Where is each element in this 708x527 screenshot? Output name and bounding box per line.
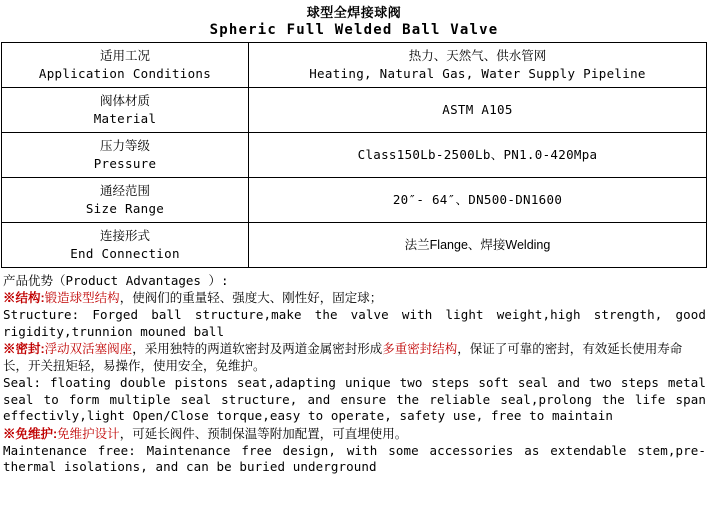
advantage-marker: ※密封: bbox=[3, 342, 45, 356]
advantage-marker: ※免维护: bbox=[3, 426, 58, 441]
row-value-application-conditions bbox=[249, 43, 707, 88]
row-label-size-range bbox=[2, 178, 249, 223]
title-english: Spheric Full Welded Ball Valve bbox=[209, 22, 499, 38]
page-title bbox=[0, 0, 708, 39]
specification-table bbox=[1, 42, 707, 268]
table-row bbox=[2, 133, 707, 178]
value-cn: 热力、天然气、供水管网 bbox=[408, 49, 547, 63]
advantage-text: ，采用独特的两道软密封及两道金属密封形成 bbox=[132, 342, 383, 356]
label-cn: 连接形式 bbox=[99, 229, 150, 243]
advantage-text: ，使阀们的重量轻、强度大、刚性好，固定球； bbox=[119, 291, 383, 305]
value-en: Heating, Natural Gas, Water Supply Pipeline bbox=[309, 66, 646, 81]
row-label-application-conditions bbox=[2, 43, 249, 88]
label-cn: 适用工况 bbox=[99, 49, 150, 63]
row-label-end-connection bbox=[2, 223, 249, 268]
advantages-heading: 产品优势（Product Advantages ）: bbox=[3, 273, 229, 288]
advantage-text: ，可延长阀件、预制保温等附加配置，可直埋使用。 bbox=[119, 426, 408, 441]
row-value-material bbox=[249, 88, 707, 133]
row-value-pressure bbox=[249, 133, 707, 178]
label-cn: 压力等级 bbox=[99, 139, 150, 153]
value-cn: 法兰Flange、焊接Welding bbox=[404, 238, 551, 252]
table-row bbox=[2, 88, 707, 133]
advantage-structure bbox=[3, 290, 706, 340]
advantage-marker: ※结构: bbox=[3, 291, 45, 305]
label-cn: 通经范围 bbox=[99, 184, 150, 198]
advantage-seal bbox=[3, 341, 706, 425]
label-en: Size Range bbox=[85, 201, 165, 216]
row-value-end-connection bbox=[249, 223, 707, 268]
advantage-highlight: 免维护设计 bbox=[57, 426, 120, 441]
value-en: ASTM A105 bbox=[442, 102, 513, 117]
advantage-seal-cn bbox=[3, 341, 706, 375]
label-en: Application Conditions bbox=[38, 66, 212, 81]
value-en: 20″- 64″、DN500-DN1600 bbox=[392, 192, 563, 207]
row-label-material bbox=[2, 88, 249, 133]
row-label-pressure bbox=[2, 133, 249, 178]
table-row bbox=[2, 223, 707, 268]
advantage-maintenance-cn bbox=[3, 426, 706, 443]
label-en: Pressure bbox=[93, 156, 157, 171]
label-cn: 阀体材质 bbox=[99, 94, 150, 108]
advantage-maintenance-en: Maintenance free: Maintenance free design, with some accessories as extendable stem,pre-thermal isolations, and can be buried underground bbox=[3, 442, 706, 474]
advantage-seal-en: Seal: floating double pistons seat,adapting unique two steps soft seal and two steps metal seal to form multiple seal structure, and ensure the reliable seal,prolong the life span effectivly,light Open/Close torque,easy to operate, safety use, free to maintain bbox=[3, 375, 706, 423]
label-en: End Connection bbox=[70, 246, 180, 261]
product-advantages-section bbox=[3, 272, 706, 476]
row-value-size-range bbox=[249, 178, 707, 223]
table-row bbox=[2, 178, 707, 223]
advantage-maintenance-free bbox=[3, 426, 706, 476]
advantage-structure-en: Structure: Forged ball structure,make the valve with light weight,high strength, good rigidity,trunnion mouned ball bbox=[3, 307, 706, 339]
table-row bbox=[2, 43, 707, 88]
advantage-text-2: ，保证了可靠的密封，有效延长使用寿命长，开关扭矩轻，易操作，使用安全，免维护。 bbox=[3, 342, 683, 373]
value-en: Class150Lb-2500Lb、PN1.0-420Mpa bbox=[357, 147, 598, 162]
label-en: Material bbox=[93, 111, 157, 126]
advantage-highlight: 浮动双活塞阀座 bbox=[44, 342, 133, 356]
title-chinese: 球型全焊接球阀 bbox=[306, 5, 402, 20]
advantage-structure-cn bbox=[3, 290, 706, 307]
advantage-highlight: 锻造球型结构 bbox=[44, 291, 120, 305]
advantage-highlight-2: 多重密封结构 bbox=[382, 342, 458, 356]
